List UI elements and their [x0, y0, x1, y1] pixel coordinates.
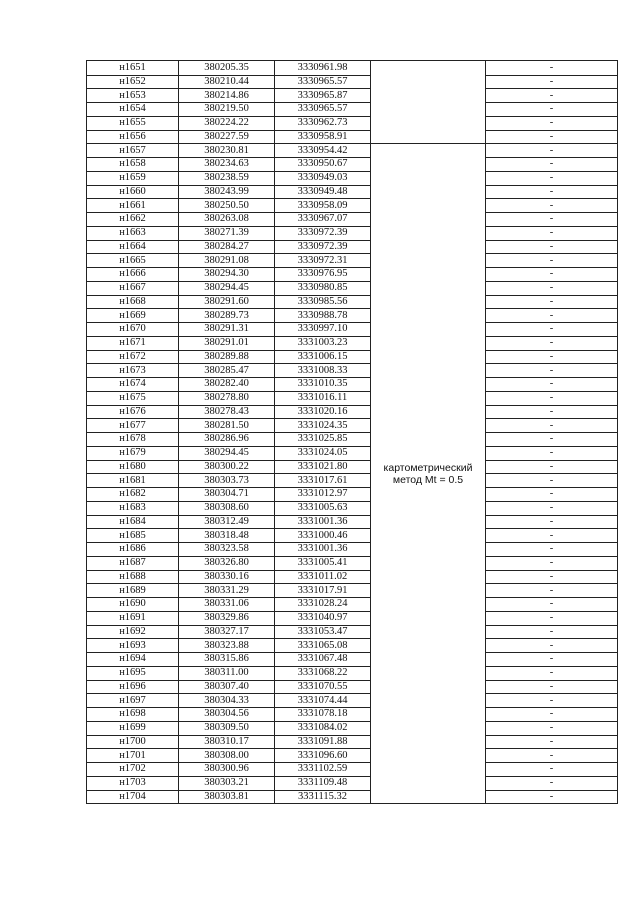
point-name-cell: н1673	[87, 364, 179, 378]
y-coordinate-cell: 3331067.48	[275, 653, 371, 667]
point-name-cell: н1680	[87, 460, 179, 474]
description-cell: -	[486, 763, 618, 777]
point-name-cell: н1669	[87, 309, 179, 323]
x-coordinate-cell: 380227.59	[179, 130, 275, 144]
point-name-cell: н1654	[87, 103, 179, 117]
point-name-cell: н1704	[87, 790, 179, 804]
y-coordinate-cell: 3331005.63	[275, 501, 371, 515]
x-coordinate-cell: 380308.60	[179, 501, 275, 515]
x-coordinate-cell: 380304.33	[179, 694, 275, 708]
x-coordinate-cell: 380234.63	[179, 158, 275, 172]
point-name-cell: н1681	[87, 474, 179, 488]
y-coordinate-cell: 3330965.57	[275, 103, 371, 117]
x-coordinate-cell: 380307.40	[179, 680, 275, 694]
point-name-cell: н1686	[87, 543, 179, 557]
method-label-line1: картометрический	[383, 461, 473, 474]
point-name-cell: н1700	[87, 735, 179, 749]
description-cell: -	[486, 103, 618, 117]
point-name-cell: н1684	[87, 515, 179, 529]
table-row	[87, 378, 618, 392]
table-row	[87, 749, 618, 763]
point-name-cell: н1697	[87, 694, 179, 708]
x-coordinate-cell: 380278.43	[179, 405, 275, 419]
x-coordinate-cell: 380263.08	[179, 213, 275, 227]
table-row	[87, 364, 618, 378]
x-coordinate-cell: 380284.27	[179, 240, 275, 254]
point-name-cell: н1660	[87, 185, 179, 199]
x-coordinate-cell: 380312.49	[179, 515, 275, 529]
table-row	[87, 433, 618, 447]
table-row	[87, 116, 618, 130]
table-row	[87, 474, 618, 488]
x-coordinate-cell: 380318.48	[179, 529, 275, 543]
description-cell: -	[486, 543, 618, 557]
x-coordinate-cell: 380331.29	[179, 584, 275, 598]
y-coordinate-cell: 3331016.11	[275, 391, 371, 405]
y-coordinate-cell: 3331010.35	[275, 378, 371, 392]
point-name-cell: н1699	[87, 721, 179, 735]
table-row	[87, 309, 618, 323]
x-coordinate-cell: 380214.86	[179, 89, 275, 103]
x-coordinate-cell: 380300.96	[179, 763, 275, 777]
description-cell: -	[486, 625, 618, 639]
y-coordinate-cell: 3330958.91	[275, 130, 371, 144]
table-row	[87, 556, 618, 570]
point-name-cell: н1653	[87, 89, 179, 103]
y-coordinate-cell: 3330972.31	[275, 254, 371, 268]
x-coordinate-cell: 380311.00	[179, 666, 275, 680]
coordinates-table-body	[87, 61, 618, 804]
y-coordinate-cell: 3330950.67	[275, 158, 371, 172]
x-coordinate-cell: 380309.50	[179, 721, 275, 735]
point-name-cell: н1666	[87, 268, 179, 282]
y-coordinate-cell: 3330965.57	[275, 75, 371, 89]
description-cell: -	[486, 116, 618, 130]
table-row	[87, 89, 618, 103]
point-name-cell: н1675	[87, 391, 179, 405]
point-name-cell: н1695	[87, 666, 179, 680]
x-coordinate-cell: 380281.50	[179, 419, 275, 433]
point-name-cell: н1670	[87, 323, 179, 337]
description-cell: -	[486, 474, 618, 488]
table-row	[87, 130, 618, 144]
y-coordinate-cell: 3331021.80	[275, 460, 371, 474]
x-coordinate-cell: 380315.86	[179, 653, 275, 667]
table-row	[87, 446, 618, 460]
x-coordinate-cell: 380303.73	[179, 474, 275, 488]
y-coordinate-cell: 3331003.23	[275, 336, 371, 350]
y-coordinate-cell: 3331025.85	[275, 433, 371, 447]
point-name-cell: н1658	[87, 158, 179, 172]
table-row	[87, 460, 618, 474]
y-coordinate-cell: 3331024.35	[275, 419, 371, 433]
table-row	[87, 790, 618, 804]
description-cell: -	[486, 61, 618, 76]
point-name-cell: н1657	[87, 144, 179, 158]
point-name-cell: н1674	[87, 378, 179, 392]
description-cell: -	[486, 529, 618, 543]
point-name-cell: н1662	[87, 213, 179, 227]
x-coordinate-cell: 380230.81	[179, 144, 275, 158]
table-row	[87, 240, 618, 254]
y-coordinate-cell: 3331078.18	[275, 708, 371, 722]
x-coordinate-cell: 380291.31	[179, 323, 275, 337]
x-coordinate-cell: 380327.17	[179, 625, 275, 639]
x-coordinate-cell: 380291.60	[179, 295, 275, 309]
y-coordinate-cell: 3331091.88	[275, 735, 371, 749]
y-coordinate-cell: 3330949.03	[275, 171, 371, 185]
description-cell: -	[486, 694, 618, 708]
table-row	[87, 625, 618, 639]
point-name-cell: н1671	[87, 336, 179, 350]
table-row	[87, 419, 618, 433]
point-name-cell: н1663	[87, 226, 179, 240]
y-coordinate-cell: 3330958.09	[275, 199, 371, 213]
x-coordinate-cell: 380210.44	[179, 75, 275, 89]
point-name-cell: н1659	[87, 171, 179, 185]
x-coordinate-cell: 380285.47	[179, 364, 275, 378]
x-coordinate-cell: 380310.17	[179, 735, 275, 749]
table-row	[87, 391, 618, 405]
table-row	[87, 103, 618, 117]
point-name-cell: н1664	[87, 240, 179, 254]
y-coordinate-cell: 3330967.07	[275, 213, 371, 227]
x-coordinate-cell: 380289.88	[179, 350, 275, 364]
description-cell: -	[486, 309, 618, 323]
x-coordinate-cell: 380294.45	[179, 281, 275, 295]
y-coordinate-cell: 3330997.10	[275, 323, 371, 337]
y-coordinate-cell: 3331001.36	[275, 515, 371, 529]
table-row	[87, 708, 618, 722]
point-name-cell: н1651	[87, 61, 179, 76]
point-name-cell: н1652	[87, 75, 179, 89]
description-cell: -	[486, 405, 618, 419]
y-coordinate-cell: 3331070.55	[275, 680, 371, 694]
description-cell: -	[486, 501, 618, 515]
y-coordinate-cell: 3331000.46	[275, 529, 371, 543]
x-coordinate-cell: 380303.81	[179, 790, 275, 804]
point-name-cell: н1687	[87, 556, 179, 570]
description-cell: -	[486, 364, 618, 378]
x-coordinate-cell: 380330.16	[179, 570, 275, 584]
point-name-cell: н1656	[87, 130, 179, 144]
y-coordinate-cell: 3331074.44	[275, 694, 371, 708]
table-row	[87, 529, 618, 543]
y-coordinate-cell: 3330972.39	[275, 226, 371, 240]
description-cell: -	[486, 171, 618, 185]
description-cell: -	[486, 281, 618, 295]
point-name-cell: н1693	[87, 639, 179, 653]
description-cell: -	[486, 213, 618, 227]
table-row	[87, 735, 618, 749]
x-coordinate-cell: 380303.21	[179, 776, 275, 790]
description-cell: -	[486, 254, 618, 268]
y-coordinate-cell: 3331024.05	[275, 446, 371, 460]
description-cell: -	[486, 639, 618, 653]
description-cell: -	[486, 336, 618, 350]
y-coordinate-cell: 3331102.59	[275, 763, 371, 777]
description-cell: -	[486, 446, 618, 460]
table-row	[87, 721, 618, 735]
table-row	[87, 185, 618, 199]
x-coordinate-cell: 380289.73	[179, 309, 275, 323]
point-name-cell: н1683	[87, 501, 179, 515]
table-row	[87, 611, 618, 625]
description-cell: -	[486, 721, 618, 735]
point-name-cell: н1689	[87, 584, 179, 598]
table-row	[87, 144, 618, 158]
y-coordinate-cell: 3330988.78	[275, 309, 371, 323]
y-coordinate-cell: 3331001.36	[275, 543, 371, 557]
description-cell: -	[486, 556, 618, 570]
y-coordinate-cell: 3331028.24	[275, 598, 371, 612]
y-coordinate-cell: 3331065.08	[275, 639, 371, 653]
point-name-cell: н1702	[87, 763, 179, 777]
y-coordinate-cell: 3331084.02	[275, 721, 371, 735]
y-coordinate-cell: 3330980.85	[275, 281, 371, 295]
x-coordinate-cell: 380323.58	[179, 543, 275, 557]
description-cell: -	[486, 240, 618, 254]
x-coordinate-cell: 380286.96	[179, 433, 275, 447]
description-cell: -	[486, 323, 618, 337]
description-cell: -	[486, 268, 618, 282]
y-coordinate-cell: 3330965.87	[275, 89, 371, 103]
table-row	[87, 488, 618, 502]
description-cell: -	[486, 653, 618, 667]
y-coordinate-cell: 3330985.56	[275, 295, 371, 309]
y-coordinate-cell: 3330954.42	[275, 144, 371, 158]
method-label-line2: метод Mt = 0.5	[392, 473, 464, 486]
point-name-cell: н1694	[87, 653, 179, 667]
description-cell: -	[486, 89, 618, 103]
x-coordinate-cell: 380205.35	[179, 61, 275, 76]
point-name-cell: н1679	[87, 446, 179, 460]
description-cell: -	[486, 350, 618, 364]
point-name-cell: н1668	[87, 295, 179, 309]
point-name-cell: н1691	[87, 611, 179, 625]
y-coordinate-cell: 3331020.16	[275, 405, 371, 419]
coordinates-table	[86, 60, 618, 804]
y-coordinate-cell: 3330961.98	[275, 61, 371, 76]
x-coordinate-cell: 380326.80	[179, 556, 275, 570]
table-row	[87, 584, 618, 598]
point-name-cell: н1698	[87, 708, 179, 722]
x-coordinate-cell: 380294.30	[179, 268, 275, 282]
y-coordinate-cell: 3331053.47	[275, 625, 371, 639]
description-cell: -	[486, 735, 618, 749]
point-name-cell: н1685	[87, 529, 179, 543]
description-cell: -	[486, 488, 618, 502]
description-cell: -	[486, 144, 618, 158]
description-cell: -	[486, 158, 618, 172]
x-coordinate-cell: 380304.56	[179, 708, 275, 722]
y-coordinate-cell: 3330949.48	[275, 185, 371, 199]
point-name-cell: н1688	[87, 570, 179, 584]
table-row	[87, 213, 618, 227]
description-cell: -	[486, 199, 618, 213]
description-cell: -	[486, 433, 618, 447]
table-row	[87, 763, 618, 777]
description-cell: -	[486, 130, 618, 144]
table-row	[87, 254, 618, 268]
description-cell: -	[486, 584, 618, 598]
table-row	[87, 350, 618, 364]
y-coordinate-cell: 3331011.02	[275, 570, 371, 584]
table-row	[87, 158, 618, 172]
y-coordinate-cell: 3330962.73	[275, 116, 371, 130]
x-coordinate-cell: 380282.40	[179, 378, 275, 392]
description-cell: -	[486, 790, 618, 804]
y-coordinate-cell: 3331012.97	[275, 488, 371, 502]
table-row	[87, 639, 618, 653]
description-cell: -	[486, 185, 618, 199]
description-cell: -	[486, 515, 618, 529]
y-coordinate-cell: 3330976.95	[275, 268, 371, 282]
table-row	[87, 323, 618, 337]
point-name-cell: н1672	[87, 350, 179, 364]
table-row	[87, 226, 618, 240]
description-cell: -	[486, 295, 618, 309]
point-name-cell: н1692	[87, 625, 179, 639]
y-coordinate-cell: 3331068.22	[275, 666, 371, 680]
x-coordinate-cell: 380308.00	[179, 749, 275, 763]
table-row	[87, 268, 618, 282]
table-row	[87, 61, 618, 76]
y-coordinate-cell: 3331006.15	[275, 350, 371, 364]
point-name-cell: н1665	[87, 254, 179, 268]
y-coordinate-cell: 3331008.33	[275, 364, 371, 378]
x-coordinate-cell: 380304.71	[179, 488, 275, 502]
table-row	[87, 515, 618, 529]
y-coordinate-cell: 3331040.97	[275, 611, 371, 625]
point-name-cell: н1667	[87, 281, 179, 295]
x-coordinate-cell: 380291.08	[179, 254, 275, 268]
point-name-cell: н1701	[87, 749, 179, 763]
description-cell: -	[486, 749, 618, 763]
point-name-cell: н1676	[87, 405, 179, 419]
description-cell: -	[486, 611, 618, 625]
description-cell: -	[486, 75, 618, 89]
y-coordinate-cell: 3331115.32	[275, 790, 371, 804]
point-name-cell: н1682	[87, 488, 179, 502]
table-row	[87, 501, 618, 515]
x-coordinate-cell: 380329.86	[179, 611, 275, 625]
y-coordinate-cell: 3330972.39	[275, 240, 371, 254]
x-coordinate-cell: 380291.01	[179, 336, 275, 350]
x-coordinate-cell: 380238.59	[179, 171, 275, 185]
description-cell: -	[486, 708, 618, 722]
point-name-cell: н1703	[87, 776, 179, 790]
table-row	[87, 653, 618, 667]
x-coordinate-cell: 380250.50	[179, 199, 275, 213]
description-cell: -	[486, 226, 618, 240]
x-coordinate-cell: 380331.06	[179, 598, 275, 612]
table-row	[87, 570, 618, 584]
y-coordinate-cell: 3331017.61	[275, 474, 371, 488]
table-row	[87, 776, 618, 790]
point-name-cell: н1678	[87, 433, 179, 447]
description-cell: -	[486, 776, 618, 790]
method-cell-empty	[371, 61, 486, 144]
y-coordinate-cell: 3331096.60	[275, 749, 371, 763]
description-cell: -	[486, 598, 618, 612]
x-coordinate-cell: 380224.22	[179, 116, 275, 130]
description-cell: -	[486, 391, 618, 405]
table-row	[87, 295, 618, 309]
description-cell: -	[486, 460, 618, 474]
method-cell	[371, 144, 486, 804]
x-coordinate-cell: 380300.22	[179, 460, 275, 474]
table-row	[87, 694, 618, 708]
x-coordinate-cell: 380323.88	[179, 639, 275, 653]
description-cell: -	[486, 680, 618, 694]
y-coordinate-cell: 3331005.41	[275, 556, 371, 570]
x-coordinate-cell: 380294.45	[179, 446, 275, 460]
table-row	[87, 75, 618, 89]
table-row	[87, 543, 618, 557]
table-row	[87, 680, 618, 694]
description-cell: -	[486, 378, 618, 392]
description-cell: -	[486, 570, 618, 584]
point-name-cell: н1696	[87, 680, 179, 694]
description-cell: -	[486, 666, 618, 680]
y-coordinate-cell: 3331109.48	[275, 776, 371, 790]
table-row	[87, 336, 618, 350]
table-row	[87, 405, 618, 419]
x-coordinate-cell: 380219.50	[179, 103, 275, 117]
table-row	[87, 281, 618, 295]
x-coordinate-cell: 380278.80	[179, 391, 275, 405]
x-coordinate-cell: 380271.39	[179, 226, 275, 240]
point-name-cell: н1690	[87, 598, 179, 612]
point-name-cell: н1655	[87, 116, 179, 130]
table-row	[87, 666, 618, 680]
point-name-cell: н1661	[87, 199, 179, 213]
table-row	[87, 171, 618, 185]
table-row	[87, 199, 618, 213]
point-name-cell: н1677	[87, 419, 179, 433]
description-cell: -	[486, 419, 618, 433]
y-coordinate-cell: 3331017.91	[275, 584, 371, 598]
x-coordinate-cell: 380243.99	[179, 185, 275, 199]
table-row	[87, 598, 618, 612]
